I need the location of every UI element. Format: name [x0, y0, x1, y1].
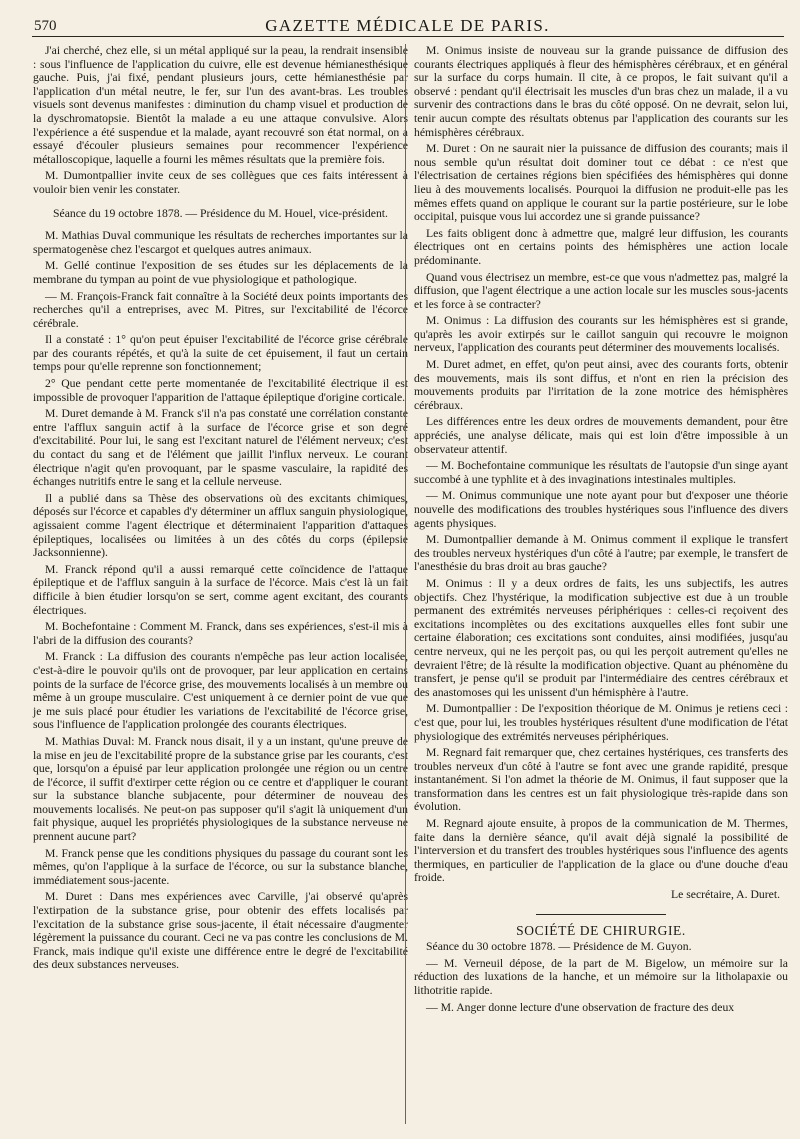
- paragraph: 2° Que pendant cette perte momentanée de l'excitabilité électrique il est impossible de provoquer l'apparition de l'attaque épileptique d'origine corticale.: [33, 377, 408, 404]
- paragraph: Séance du 30 octobre 1878. — Présidence de M. Guyon.: [426, 940, 692, 954]
- paragraph: — M. Onimus communique une note ayant pour but d'exposer une théorie nouvelle des modifications des troubles hystériques sous l'influence des divers agents physiques.: [414, 489, 788, 530]
- society-title: SOCIÉTÉ DE CHIRURGIE.: [516, 922, 686, 938]
- paragraph: — M. Anger donne lecture d'une observation de fracture des deux: [426, 1000, 735, 1014]
- paragraph: Les faits obligent donc à admettre que, malgré leur diffusion, les courants électriques ont en certains points des hémisphères une action locale prédominante.: [414, 226, 788, 267]
- paragraph: M. Onimus : La diffusion des courants sur les hémisphères est si grande, qu'après les avoir extirpés sur le caillot sanguin qui recouvre le moignon nerveux, l'application des courants peut déterminer des mouvements localisés.: [414, 314, 788, 355]
- paragraph: M. Franck répond qu'il a aussi remarqué cette coïncidence de l'attaque épileptique et de l'afflux sanguin à la surface de l'écorce. Mais c'est là un fait difficile à bien étudier lorsqu'on se sert, comme agent excitant, des courants électriques.: [33, 562, 408, 617]
- paragraph: Les différences entre les deux ordres de mouvements demandent, pour être appréciés, une analyse délicate, mais qui est loin d'être impossible à un observateur attentif.: [414, 415, 788, 456]
- paragraph: M. Dumontpallier invite ceux de ses collègues que ces faits intéressent à vouloir bien venir les constater.: [33, 169, 408, 196]
- paragraph: M. Duret : On ne saurait nier la puissance de diffusion des courants; mais il nous semble qu'un résultat doit dominer tout ce débat : ce n'est que l'électrisation de certaines régions bien spécifiées des hémisphères qui donne lieu à des mouvements localisés. Pourquoi la diffusion ne produit-elle pas les mêmes effets quand on applique le courant sur la partie postérieure, sur le lobe occipital, puisque vous lui accordez une si grande puissance?: [414, 142, 788, 224]
- paragraph: M. Bochefontaine : Comment M. Franck, dans ses expériences, s'est-il mis à l'abri de la diffusion des courants?: [33, 620, 408, 647]
- paragraph: Il a constaté : 1° qu'on peut épuiser l'excitabilité de l'écorce grise cérébrale par des courants répétés, et qu'à la suite de cet épuisement, il faut un certain temps pour qu'elle reprenne son fonctionnement;: [33, 333, 408, 374]
- paragraph: M. Mathias Duval communique les résultats de recherches importantes sur la spermatogenèse chez l'escargot et quelques autres animaux.: [33, 229, 408, 256]
- running-title: GAZETTE MÉDICALE DE PARIS.: [265, 16, 550, 35]
- paragraph: M. Dumontpallier demande à M. Onimus comment il explique le transfert des troubles nerveux hystériques d'un côté à l'autre; par exemple, le transfert de l'anesthésie du bras droit au bras gauche?: [414, 533, 788, 574]
- paragraph: M. Duret demande à M. Franck s'il n'a pas constaté une corrélation constante entre l'afflux sanguin actif à la surface de l'écorce grise et son degré d'excitabilité. Pour lui, le sang est l'excitant naturel de l'élément nerveux; c'est du contact du sang et de l'élément que jaillit l'influx nerveux. Le courant électrique n'agit qu'en provoquant, par le spasme vasculaire, la rapidité des échanges nutritifs entre le sang et la cellule nerveuse.: [33, 407, 408, 489]
- page-number: 570: [34, 18, 57, 34]
- paragraph: Il a publié dans sa Thèse des observations où des excitants chimiques, déposés sur l'écorce et capables d'y déterminer un afflux sanguin physiologique, agissaient comme l'agent électrique et déterminaient l'apparition d'attaques épileptiques, localisées ou limitées à un des côtés du corps (épilepsie Jacksonnienne).: [33, 491, 408, 560]
- paragraph: M. Gellé continue l'exposition de ses études sur les déplacements de la membrane du tympan au point de vue physiologique et pathologique.: [33, 259, 408, 286]
- paragraph: M. Onimus insiste de nouveau sur la grande puissance de diffusion des courants électriques appliqués à fleur des hémisphères cérébraux, et en général sur la surface du corps humain. Il cite, à ce propos, le fait suivant qu'il a observé : pendant qu'il électrisait les muscles d'un bras chez un malade, il a vu survenir des contractions dans le bras du côté opposé. On ne devrait, selon lui, tenir aucun compte des résultats obtenus par l'application des courants sur les hémisphères cérébraux.: [414, 44, 788, 139]
- section-rule: [536, 914, 666, 915]
- paragraph: J'ai cherché, chez elle, si un métal appliqué sur la peau, la rendrait insensible : sous l'influence de l'application du cuivre, elle est devenue hémianesthésique gauche. Puis, j'ai fixé, pendant plusieurs jours, cette hémianesthésie par l'application d'un métal neutre, le fer, sur l'un des avant-bras. Les troubles visuels sont devenus manifestes : diminution du champ visuel et production de la dyschromatopsie. Bientôt la malade a eu une attaque convulsive. Alors l'expérience a été suspendue et la malade, ayant recouvré son état normal, on a essayé d'écouler plusieurs semaines pour recommencer l'expérience métalloscopique, laquelle a fourni les mêmes résultats que la première fois.: [33, 44, 408, 166]
- secretary-signature: Le secrétaire, A. Duret.: [670, 888, 780, 902]
- paragraph: M. Duret : Dans mes expériences avec Carville, j'ai observé qu'après l'extirpation de la substance grise, pour obtenir des effets localisés par l'excitation de la substance grise sous-jacente, il était nécessaire d'augmenter légèrement la puissance du courant. Ceci ne va pas contre les conclusions de M. Franck, mais indique qu'il existe une différence entre le degré de l'excitabilité des deux substances nerveuses.: [33, 890, 408, 972]
- paragraph: M. Onimus : Il y a deux ordres de faits, les uns subjectifs, les autres objectifs. Chez l'hystérique, la modification subjective est due à un trouble permanent des extrémités nerveuses périphériques : celles-ci reçoivent des excitations incomplètes ou des excitations auxquelles elles font subir une certaine élaboration; ces excitations sont conduites, ainsi modifiées, jusqu'au centre nerveux, qui ne les perçoit pas, ou qui les perçoit autrement qu'elles ne devraient l'être; de là résulte la modification objective. Quant au phénomène du transfert, je pense qu'il se produit par l'intermédiaire des centres cérébraux et des anastomoses qui les unissent d'un hémisphère à l'autre.: [414, 576, 788, 699]
- paragraph: Quand vous électrisez un membre, est-ce que vous n'admettez pas, malgré la diffusion, que l'agent électrique a une action locale sur les muscles sous-jacents et les force à se contracter?: [414, 270, 788, 311]
- right-column: [414, 44, 788, 1017]
- session-heading: Séance du 19 octobre 1878. — Présidence du M. Houel, vice-président.: [53, 206, 388, 220]
- paragraph: — M. François-Franck fait connaître à la Société deux points importants des recherches qu'il a entreprises, avec M. Pitres, sur l'excitabilité de l'écorce cérébrale.: [33, 289, 408, 330]
- paragraph: — M. Verneuil dépose, de la part de M. Bigelow, un mémoire sur la réduction des luxations de la hanche, et un mémoire sur la litholapaxie ou lithotritie rapide.: [414, 956, 788, 997]
- column-divider: [405, 44, 406, 1124]
- left-column: [33, 44, 408, 975]
- paragraph: M. Mathias Duval: M. Franck nous disait, il y a un instant, qu'une preuve de la mise en jeu de l'excitabilité propre de la substance grise par les courants, c'est que, lorsqu'on a épuisé par leur application prolongée une région ou un centre de l'écorce, il suffit d'extirper cette région ou ce centre et d'appliquer le courant sur la substance blanche subjacente, pour déterminer de nouveau des mouvements localisés. Ne peut-on pas supposer qu'il s'agit là uniquement d'un fait physique, auquel les propriétés physiologiques de la substance nerveuse ne prennent aucune part?: [33, 734, 408, 844]
- paragraph: M. Franck pense que les conditions physiques du passage du courant sont les mêmes, qu'on l'applique à la surface de l'écorce, ou sur la substance blanche, immédiatement sous-jacente.: [33, 846, 408, 887]
- paragraph: M. Dumontpallier : De l'exposition théorique de M. Onimus je retiens ceci : c'est que, pour lui, les troubles hystériques résultent d'une modification de l'état physiologique des extrémités nerveuses périphériques.: [414, 702, 788, 743]
- paragraph: — M. Bochefontaine communique les résultats de l'autopsie d'un singe ayant succombé à une typhlite et à des invaginations intestinales multiples.: [414, 459, 788, 486]
- paragraph: M. Franck : La diffusion des courants n'empêche pas leur action localisée, c'est-à-dire le pouvoir qu'ils ont de provoquer, par leur application en certains points de la surface de l'écorce grise, des mouvements localisés à un membre ou même à un groupe musculaire. C'est uniquement à ce dernier point de vue que je me suis placé pour étudier les variations de l'excitabilité de l'écorce grise, sous l'influence de l'application prolongée des courants électriques.: [33, 650, 408, 732]
- paragraph: M. Regnard ajoute ensuite, à propos de la communication de M. Thermes, faite dans la dernière séance, qu'il avait déjà signalé la possibilité de l'interversion et du transfert des troubles hystériques sous l'influence des agents thermiques, en particulier de l'application de la glace ou d'une douche d'eau froide.: [414, 817, 788, 885]
- paragraph: M. Duret admet, en effet, qu'on peut ainsi, avec des courants forts, obtenir des mouvements, mais ils sont diffus, et n'ont en rien la précision des mouvements produits par l'irritation de la zone motrice des hémisphères cérébraux.: [414, 358, 788, 412]
- header-rule: [32, 36, 784, 37]
- paragraph: M. Regnard fait remarquer que, chez certaines hystériques, ces transferts des troubles nerveux d'un côté à l'autre se font avec une grande rapidité, presque instantanément. Si l'on admet la théorie de M. Onimus, il faut supposer que la transformation dans les centres est un fait physiologique très-rapide dans son évolution.: [414, 746, 788, 814]
